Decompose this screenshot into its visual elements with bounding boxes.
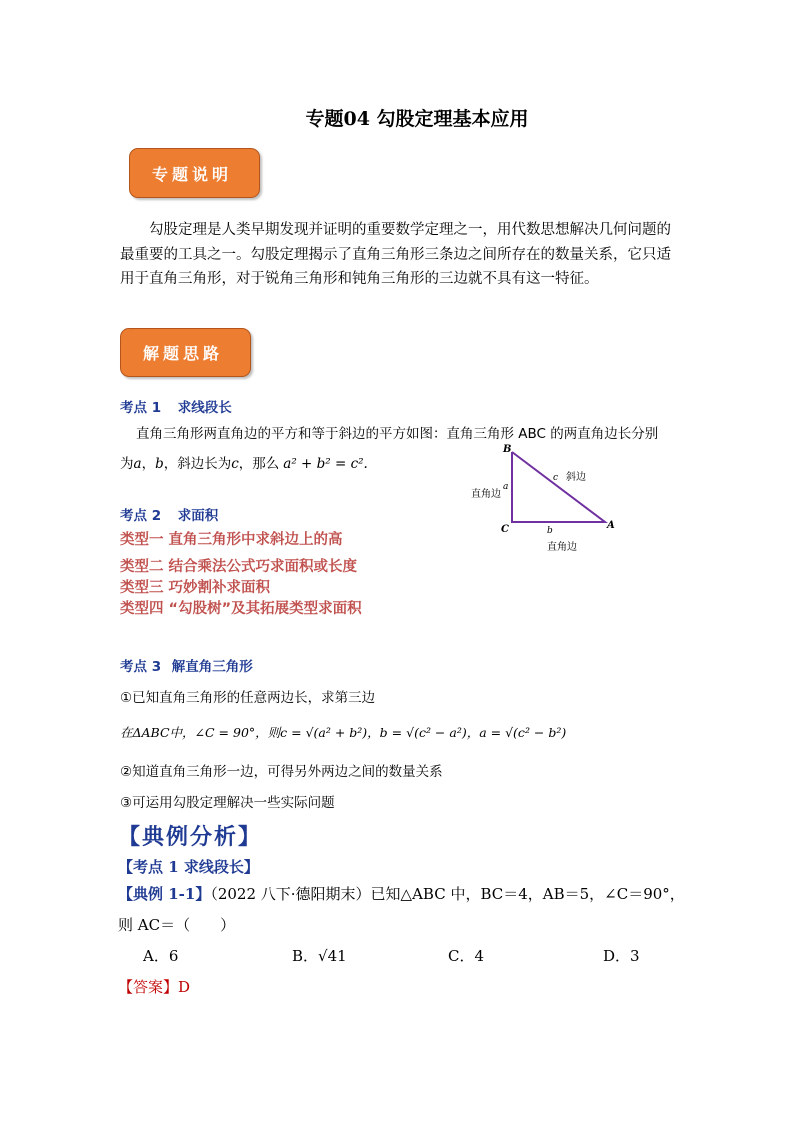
point2-title: 求面积	[177, 508, 219, 524]
vertex-c: C	[501, 524, 509, 535]
option-b: B．√41	[292, 947, 347, 965]
point3-item1: ①已知直角三角形的任意两边长，求第三边	[120, 690, 376, 706]
point1-line2-mid: ，斜边长为	[163, 456, 232, 472]
type-item: 类型二 结合乘法公式巧求面积或长度	[120, 559, 358, 575]
point3-item3: ③可运用勾股定理解决一些实际问题	[120, 795, 335, 811]
example-question-line2: 则 AC＝（ ）	[118, 916, 236, 934]
right-triangle-figure	[465, 440, 625, 560]
var-c: c	[231, 456, 239, 472]
type-item: 类型一 直角三角形中求斜边上的高	[120, 532, 343, 548]
page-title: 专题04 勾股定理基本应用	[305, 108, 529, 130]
option-c: C．4	[448, 947, 485, 965]
example-question: （2022 八下·德阳期末）已知△ABC 中，BC＝4，AB＝5，∠C＝90°，	[210, 885, 685, 903]
point1-line1: 直角三角形两直角边的平方和等于斜边的平方如图：直角三角形 ABC 的两直角边长分别	[136, 426, 659, 442]
point1-line2-prefix: 为	[120, 456, 134, 472]
intro-paragraph: 勾股定理是人类早期发现并证明的重要数学定理之一，用代数思想解决几何问题的最重要的工具之一。勾股定理揭示了直角三角形三条边之间所存在的数量关系，它只适用于直角三角形，对于锐角三角形和钝角三角形的三边就不具有这一特征。	[120, 222, 671, 287]
method-tag	[120, 328, 251, 377]
type-item: 类型三 巧妙割补求面积	[120, 580, 271, 596]
triangle-outline	[512, 452, 605, 522]
point2-label: 考点 2	[120, 508, 162, 524]
side-b-label: b	[547, 526, 553, 536]
point3-item2: ②知道直角三角形一边，可得另外两边之间的数量关系	[120, 764, 443, 780]
point1-heading	[120, 396, 232, 416]
point3-title: 解直角三角形	[171, 659, 253, 675]
pythagoras-formula: a² + b² = c².	[283, 456, 368, 472]
answer-label: 【答案】	[118, 978, 179, 996]
example-section-header: 【典例分析】	[118, 824, 263, 850]
hypotenuse-label: 斜边	[566, 472, 586, 483]
answer-value: D	[178, 978, 191, 996]
var-a: a	[133, 456, 142, 472]
intro-tag	[129, 148, 260, 198]
example-sub-header: 【考点 1 求线段长】	[118, 858, 259, 876]
example-question-line1	[118, 883, 685, 904]
option-d: D．3	[603, 947, 640, 965]
point3-heading	[120, 655, 253, 675]
point3-label: 考点 3	[120, 659, 162, 675]
type-item: 类型四 “勾股树”及其拓展类型求面积	[120, 601, 362, 617]
point1-title: 求线段长	[177, 400, 232, 416]
intro-tag-label: 专题说明	[152, 164, 233, 184]
vertex-b: B	[503, 444, 512, 455]
point2-heading	[120, 504, 218, 524]
leg-left-label: 直角边	[471, 489, 501, 500]
point1-line2-then: ，那么	[238, 456, 280, 472]
var-b: b	[155, 456, 164, 472]
option-a: A．6	[143, 947, 179, 965]
point1-line2: 为a，b，斜边长为c，那么 a² + b² = c².	[120, 456, 368, 472]
vertex-a: A	[607, 520, 615, 531]
answer-line	[118, 976, 190, 997]
method-tag-label: 解题思路	[143, 344, 224, 363]
point1-label: 考点 1	[120, 400, 162, 416]
point3-formula-line: 在ΔABC中，∠C = 90°，则c = √(a² + b²)，b = √(c² − a²)，a = √(c² − b²)	[120, 725, 567, 740]
leg-bottom-label: 直角边	[547, 542, 577, 553]
example-label: 【典例 1-1】	[118, 885, 211, 903]
side-c-label: c	[553, 473, 559, 483]
side-a-label: a	[503, 482, 509, 492]
